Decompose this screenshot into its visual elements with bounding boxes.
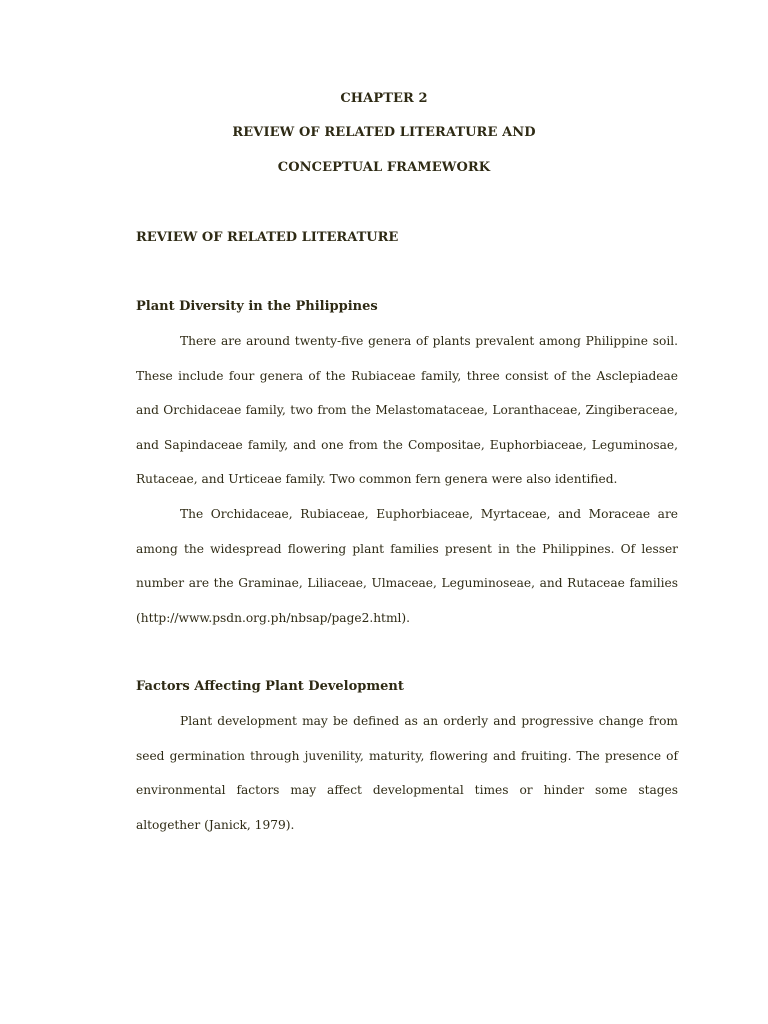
chapter-label: CHAPTER 2: [340, 91, 428, 106]
paragraph-plant-development-1: Plant development may be defined as an orderly and progressive change from seed germination through juvenility, maturity, flowering and fruiting. The presence of environmental factors may affect developmental times or hinder some stages altogether (Janick, 1979).: [136, 714, 678, 832]
subsection-heading-plant-diversity: Plant Diversity in the Philippines: [136, 299, 378, 314]
paragraph-plant-diversity-2: The Orchidaceae, Rubiaceae, Euphorbiaceae, Myrtaceae, and Moraceae are among the widespread flowering plant families present in the Philippines. Of lesser number are the Graminae, Liliaceae, Ulmaceae, Leguminoseae, and Rutaceae families (http://www.psdn.org.ph/nbsap/page2.html).: [136, 507, 678, 625]
section-heading: REVIEW OF RELATED LITERATURE: [136, 230, 399, 245]
chapter-title-line-1: REVIEW OF RELATED LITERATURE AND: [232, 125, 536, 140]
paragraph-plant-diversity-1: There are around twenty-five genera of plants prevalent among Philippine soil. These include four genera of the Rubiaceae family, three consist of the Asclepiadeae and Orchidaceae family, two from the Melastomataceae, Loranthaceae, Zingiberaceae, and Sapindaceae family, and one from the Compositae, Euphorbiaceae, Leguminosae, Rutaceae, and Urticeae family. Two common fern genera were also identified.: [136, 334, 678, 486]
chapter-title-line-2: CONCEPTUAL FRAMEWORK: [277, 160, 491, 175]
subsection-heading-plant-development: Factors Affecting Plant Development: [136, 679, 404, 694]
